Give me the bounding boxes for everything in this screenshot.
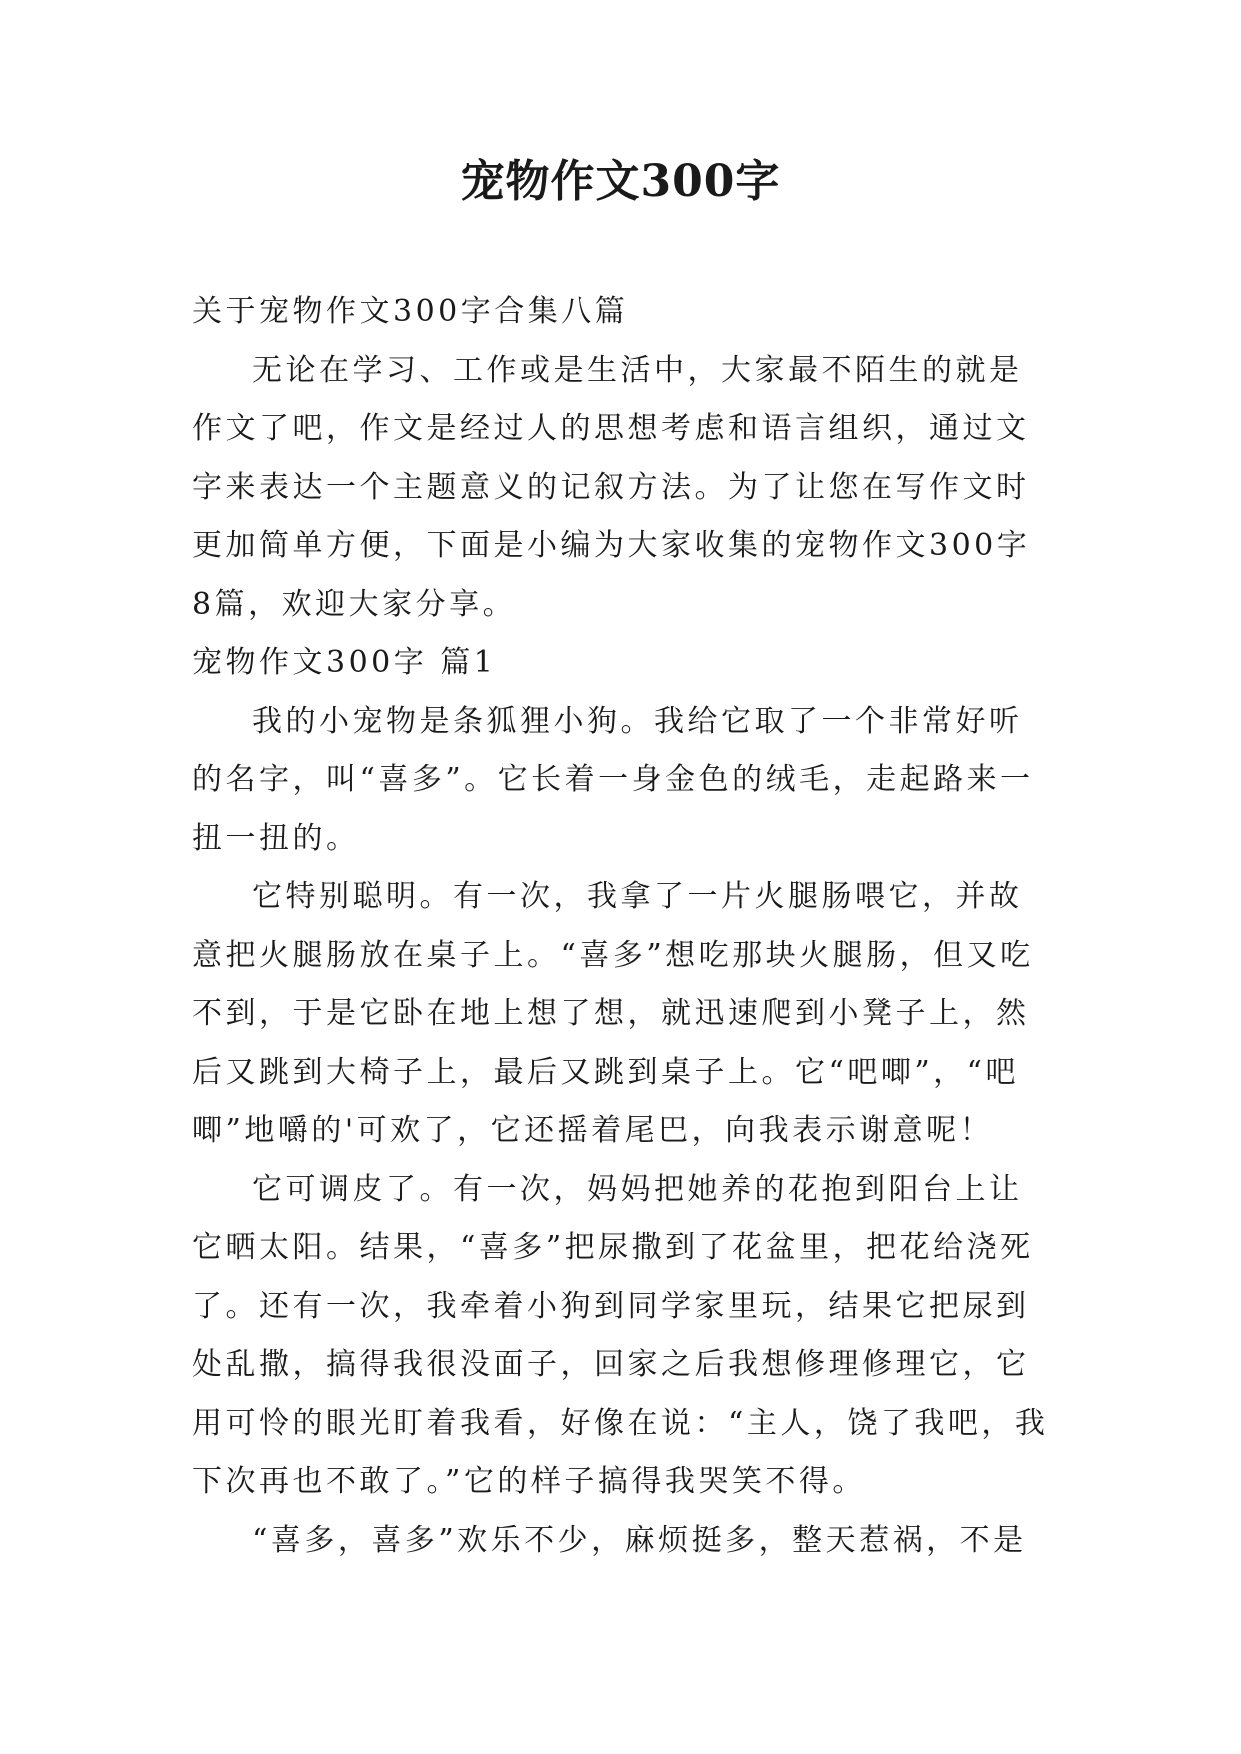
document-subtitle: 关于宠物作文300字合集八篇 (192, 294, 629, 329)
paragraph-2: 它特别聪明。有一次，我拿了一片火腿肠喂它，并故意把火腿肠放在桌子上。“喜多”想吃那块火腿肠，但又吃不到，于是它卧在地上想了想，就迅速爬到小凳子上，然后又跳到大椅子上，最后又跳到桌子上。它“吧唧”，“吧唧”地嚼的'可欢了，它还摇着尾巴，向我表示谢意呢！ (192, 879, 1034, 1148)
intro-paragraph: 无论在学习、工作或是生活中，大家最不陌生的就是作文了吧，作文是经过人的思想考虑和语言组织，通过文字来表达一个主题意义的记叙方法。为了让您在写作文时更加简单方便，下面是小编为大家收集的宠物作文300字8篇，欢迎大家分享。 (192, 352, 1031, 622)
document-title: 宠物作文300字 (460, 156, 781, 207)
section-heading: 宠物作文300字 篇1 (192, 645, 497, 680)
paragraph-3: 它可调皮了。有一次，妈妈把她养的花抱到阳台上让它晒太阳。结果，“喜多”把尿撒到了花盆里，把花给浇死了。还有一次，我牵着小狗到同学家里玩，结果它把尿到处乱撒，搞得我很没面子，回家之后我想修理修理它，它用可怜的眼光盯着我看，好像在说：“主人，饶了我吧，我下次再也不敢了。”它的样子搞得我哭笑不得。 (192, 1171, 1049, 1499)
document-body (192, 283, 1052, 1570)
paragraph-1: 我的小宠物是条狐狸小狗。我给它取了一个非常好听的名字，叫“喜多”。它长着一身金色的绒毛，走起路来一扭一扭的。 (192, 703, 1034, 856)
paragraph-4: “喜多，喜多”欢乐不少，麻烦挺多，整天惹祸，不是 (252, 1522, 1027, 1558)
